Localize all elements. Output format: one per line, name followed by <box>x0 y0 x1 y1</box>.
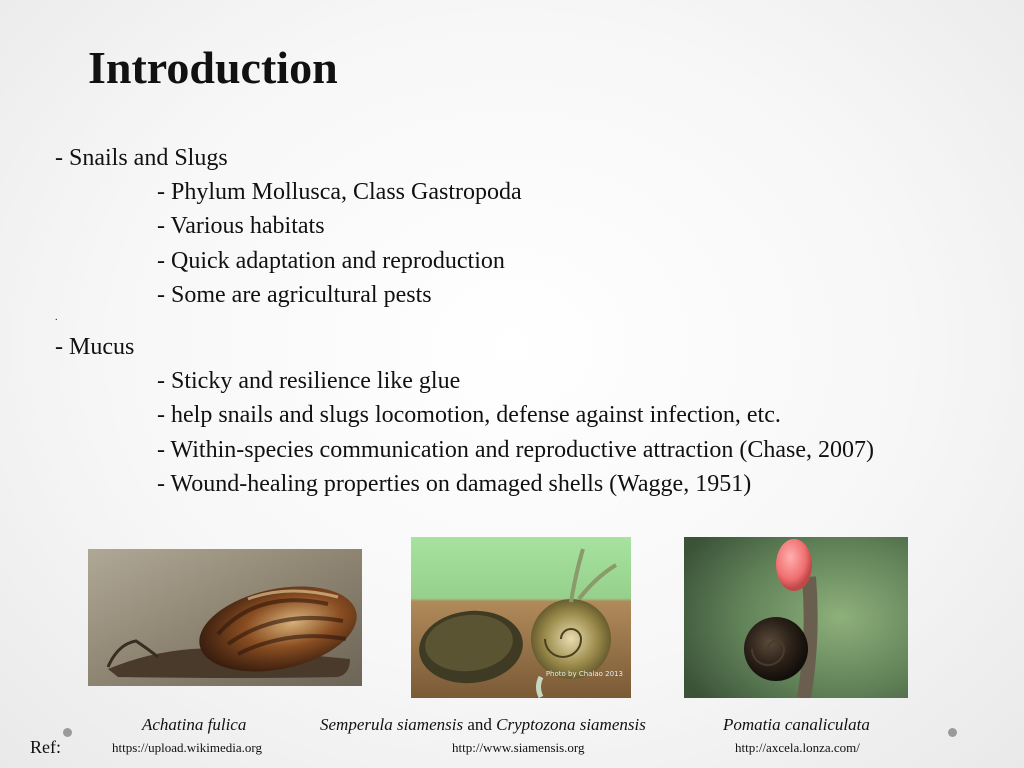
bullet-locomotion: - help snails and slugs locomotion, defense against infection, etc. <box>157 402 781 429</box>
caption-semperula <box>320 715 646 735</box>
caption-pomatia-text: Pomatia canaliculata <box>723 715 870 734</box>
photo-semperula-cryptozona <box>411 537 631 698</box>
bullet-communication: - Within-species communication and reproductive attraction (Chase, 2007) <box>157 436 875 463</box>
caption-and: and <box>463 715 497 734</box>
caption-pomatia <box>723 715 870 735</box>
bullet-habitats: - Various habitats <box>157 213 325 240</box>
section-heading-snails: - Snails and Slugs <box>55 145 228 171</box>
ref-url-siamensis: http://www.siamensis.org <box>452 740 585 755</box>
bullet-wound-healing: - Wound-healing properties on damaged shells (Wagge, 1951) <box>157 470 752 497</box>
caption-achatina-text: Achatina fulica <box>142 715 247 734</box>
decor-dot-right <box>948 728 957 737</box>
ref-url-wikimedia: https://upload.wikimedia.org <box>112 740 262 755</box>
bullet-pests: - Some are agricultural pests <box>157 281 432 308</box>
section-heading-mucus: - Mucus <box>55 333 135 360</box>
caption-achatina <box>142 715 246 735</box>
bullet-phylum: - Phylum Mollusca, Class Gastropoda <box>157 179 522 206</box>
bullet-adaptation: - Quick adaptation and reproduction <box>157 247 505 274</box>
slide-body <box>55 141 874 501</box>
caption-cryptozona-text: Cryptozona siamensis <box>496 715 646 734</box>
photo-achatina-fulica <box>88 549 362 686</box>
photo-pomatia-canaliculata <box>684 537 908 698</box>
ref-label: Ref: <box>30 737 61 757</box>
slide-title: Introduction <box>88 42 338 93</box>
decor-dot-left <box>63 728 72 737</box>
ref-url-lonza: http://axcela.lonza.com/ <box>735 740 860 755</box>
separator-dot: . <box>55 311 58 323</box>
photo-credit: Photo by Chalao 2013 <box>545 670 623 678</box>
caption-semperula-text: Semperula siamensis <box>320 715 464 734</box>
bullet-sticky: - Sticky and resilience like glue <box>157 368 461 395</box>
